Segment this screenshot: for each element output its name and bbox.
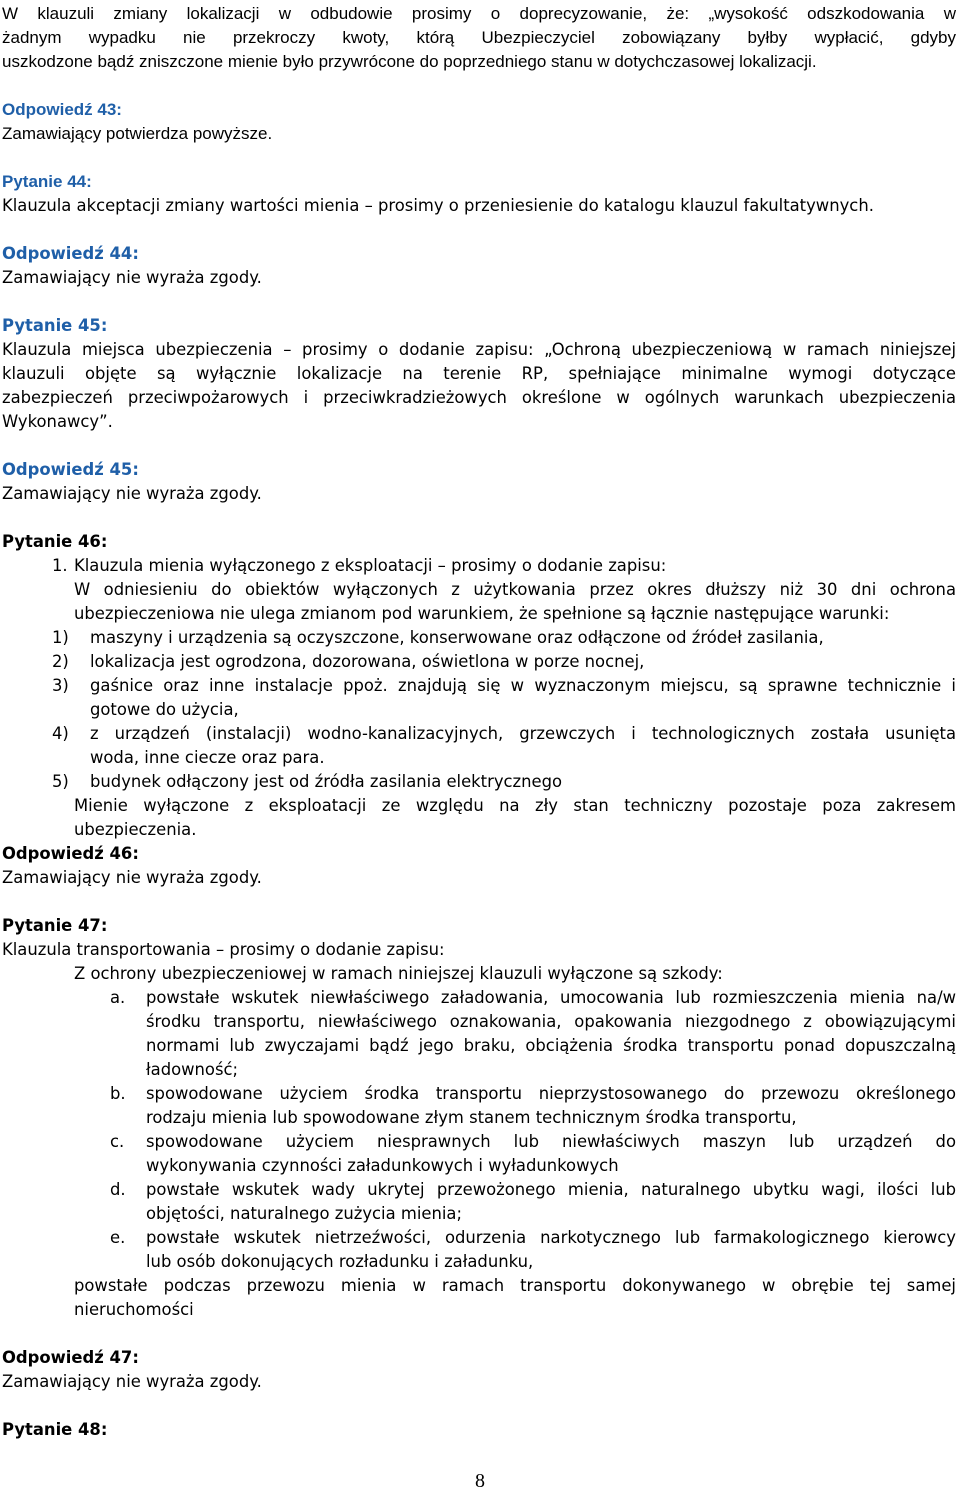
exclusion-c-line-1: spowodowane użyciem niesprawnych lub niewłaściwych maszyn lub urządzeń do [146,1132,956,1151]
question-47-closing-2: nieruchomości [74,1300,194,1319]
exclusion-a-line-3: normami lub zwyczajami bądź jego braku, obciążenia środka transportu ponad dopuszczalną [146,1036,956,1055]
answer-44-text: Zamawiający nie wyraża zgody. [2,268,262,287]
exclusion-a-line-1: powstałe wskutek niewłaściwego załadowania, umocowania lub rozmieszczenia mienia na/w [146,988,956,1007]
condition-3-text-1: gaśnice oraz inne instalacje ppoż. znajdują się w wyznaczonym miejscu, są sprawne technicznie i [90,676,956,695]
condition-2-number: 2) [52,652,69,671]
exclusion-d-line-2: objętości, naturalnego zużycia mienia; [146,1204,462,1223]
exclusion-e-letter: e. [110,1228,126,1247]
exclusion-d-line-1: powstałe wskutek wady ukrytej przewożonego mienia, naturalnego ubytku wagi, ilości lub [146,1180,956,1199]
question-47-closing-1: powstałe podczas przewozu mienia w ramach transportu dokonywanego w obrębie tej samej [74,1276,956,1295]
question-46-para-2: ubezpieczeniowa nie ulega zmianom pod warunkiem, że spełnione są łącznie następujące warunki: [74,604,890,623]
condition-5-text: budynek odłączony jest od źródła zasilania elektrycznego [90,772,563,791]
intro-line-1: W klauzuli zmiany lokalizacji w odbudowie prosimy o doprecyzowanie, że: „wysokość odszkodowania w [2,4,956,23]
answer-46-text: Zamawiający nie wyraża zgody. [2,868,262,887]
condition-5-number: 5) [52,772,69,791]
exclusion-e-line-2: lub osób dokonujących rozładunku i załadunku, [146,1252,534,1271]
question-45-line-3: zabezpieczeń przeciwpożarowych i przeciwkradzieżowych określone w ogólnych warunkach ubezpieczenia [2,388,956,407]
exclusion-b-line-1: spowodowane użyciem środka transportu nieprzystosowanego do przewozu określonego [146,1084,956,1103]
question-46-item-number: 1. [52,556,68,575]
question-45-line-1: Klauzula miejsca ubezpieczenia – prosimy o dodanie zapisu: „Ochroną ubezpieczeniową w ramach niniejszej [2,340,956,359]
question-45-line-4: Wykonawcy”. [2,412,113,431]
answer-43-text: Zamawiający potwierdza powyższe. [2,124,273,143]
intro-line-3: uszkodzone bądź zniszczone mienie było przywrócone do poprzedniego stanu w dotychczasowej lokalizacji. [2,52,817,71]
question-45-line-2: klauzuli objęte są wyłącznie lokalizacje na terenie RP, spełniające minimalne wymogi dotyczące [2,364,956,383]
question-44-heading: Pytanie 44: [2,172,92,191]
exclusion-a-line-4: ładowność; [146,1060,239,1079]
question-46-para-1: W odniesieniu do obiektów wyłączonych z użytkowania przez okres dłuższy niż 30 dni ochrona [74,580,956,599]
answer-47-text: Zamawiający nie wyraża zgody. [2,1372,262,1391]
condition-3-number: 3) [52,676,69,695]
exclusion-a-letter: a. [110,988,126,1007]
exclusion-b-letter: b. [110,1084,126,1103]
question-47-intro: Klauzula transportowania – prosimy o dodanie zapisu: [2,940,445,959]
answer-45-text: Zamawiający nie wyraża zgody. [2,484,262,503]
condition-1-text: maszyny i urządzenia są oczyszczone, konserwowane oraz odłączone od źródeł zasilania, [90,628,824,647]
answer-46-heading: Odpowiedź 46: [2,844,139,863]
condition-4-number: 4) [52,724,69,743]
question-46-item-title: Klauzula mienia wyłączonego z eksploatacji – prosimy o dodanie zapisu: [74,556,667,575]
question-46-closing-2: ubezpieczenia. [74,820,197,839]
answer-44-heading: Odpowiedź 44: [2,244,139,263]
condition-3-text-2: gotowe do użycia, [90,700,239,719]
exclusion-c-letter: c. [110,1132,125,1151]
question-47-lead: Z ochrony ubezpieczeniowej w ramach niniejszej klauzuli wyłączone są szkody: [74,964,723,983]
answer-43-heading: Odpowiedź 43: [2,100,122,119]
answer-47-heading: Odpowiedź 47: [2,1348,139,1367]
question-47-heading: Pytanie 47: [2,916,108,935]
page-number: 8 [475,1470,485,1492]
question-46-closing-1: Mienie wyłączone z eksploatacji ze względu na zły stan techniczny pozostaje poza zakresem [74,796,956,815]
condition-1-number: 1) [52,628,69,647]
question-46-heading: Pytanie 46: [2,532,108,551]
question-45-heading: Pytanie 45: [2,316,108,335]
answer-45-heading: Odpowiedź 45: [2,460,139,479]
exclusion-a-line-2: środku transportu, niewłaściwego oznakowania, opakowania niezgodnego z obowiązującymi [146,1012,956,1031]
exclusion-e-line-1: powstałe wskutek nietrzeźwości, odurzenia narkotycznego lub farmakologicznego kierowcy [146,1228,956,1247]
exclusion-c-line-2: wykonywania czynności załadunkowych i wyładunkowych [146,1156,619,1175]
intro-line-2: żadnym wypadku nie przekroczy kwoty, którą Ubezpieczyciel zobowiązany byłby wypłacić, gdyby [2,28,956,47]
question-48-heading: Pytanie 48: [2,1420,108,1439]
condition-2-text: lokalizacja jest ogrodzona, dozorowana, oświetlona w porze nocnej, [90,652,645,671]
question-44-text: Klauzula akceptacji zmiany wartości mienia – prosimy o przeniesienie do katalogu klauzul fakultatywnych. [2,196,874,215]
condition-4-text-1: z urządzeń (instalacji) wodno-kanalizacyjnych, grzewczych i technologicznych została usunięta [90,724,956,743]
condition-4-text-2: woda, inne ciecze oraz para. [90,748,325,767]
exclusion-d-letter: d. [110,1180,126,1199]
exclusion-b-line-2: rodzaju mienia lub spowodowane złym stanem technicznym środka transportu, [146,1108,797,1127]
